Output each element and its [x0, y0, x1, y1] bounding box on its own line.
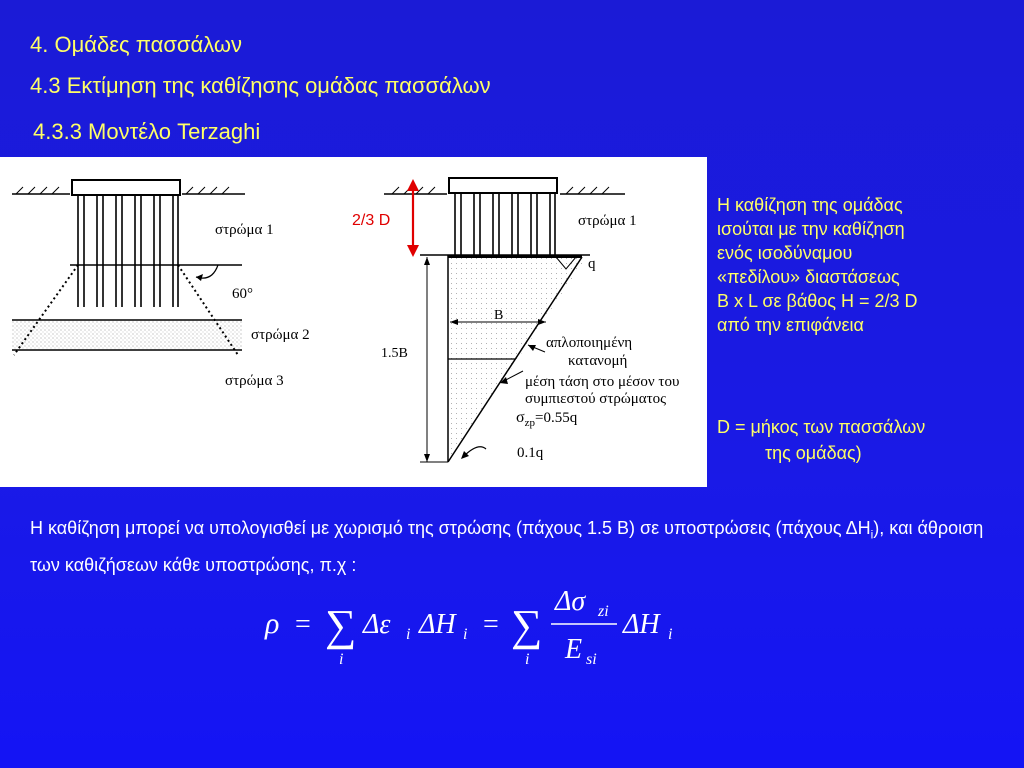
- chapter-title: 4. Ομάδες πασσάλων: [30, 32, 243, 57]
- formula-sum-2: ∑: [511, 601, 543, 650]
- sigma-label: [516, 409, 578, 429]
- right-layer1-label: στρώμα 1: [578, 213, 637, 229]
- sigma-symbol: σ: [516, 409, 525, 426]
- formula-sum-1: ∑: [325, 601, 357, 650]
- depth-label: 1.5B: [381, 346, 408, 361]
- paragraph-text-2: ), και άθροιση των καθιζήσεων κάθε υποστρώσης, π.χ :: [30, 518, 984, 575]
- right-diagram: [352, 178, 679, 462]
- bottom-stress-label: 0.1q: [517, 445, 544, 461]
- paragraph-text-1: Η καθίζηση μπορεί να υπολογισθεί με χωρισμό της στρώσης (πάχους 1.5 B) σε υποστρώσεις (πάχους ΔΗ: [30, 518, 871, 538]
- simplified-label-1: απλοποιημένη: [546, 335, 633, 351]
- formula-si: si: [586, 651, 597, 668]
- formula-delta-h-1: ΔH: [419, 609, 456, 640]
- formula-eps-index: i: [406, 626, 411, 643]
- formula-zi: zi: [598, 603, 609, 620]
- terzaghi-figure: [0, 157, 707, 487]
- side-line: Η καθίζηση της ομάδας: [717, 195, 903, 215]
- formula-h-index-2: i: [668, 626, 673, 643]
- simplified-label-2: κατανομή: [568, 353, 628, 369]
- formula-h-index-1: i: [463, 626, 468, 643]
- formula-sum-index-1: i: [339, 651, 344, 668]
- method-paragraph: [30, 513, 990, 580]
- q-label: q: [588, 256, 596, 272]
- section-title: 4.3 Εκτίμηση της καθίζησης ομάδας πασσάλων: [30, 73, 491, 98]
- terzaghi-diagram: [0, 157, 707, 487]
- formula-svg: [255, 578, 715, 673]
- formula-sum-index-2: i: [525, 651, 530, 668]
- angle-label: 60°: [232, 286, 253, 302]
- sigma-value: =0.55q: [535, 410, 578, 426]
- subsection-title: 4.3.3 Μοντέλο Terzaghi: [33, 119, 261, 144]
- formula-delta-h-2: ΔH: [623, 609, 660, 640]
- left-layer2-label: στρώμα 2: [251, 327, 310, 343]
- side-line: B x L σε βάθος H = 2/3 D: [717, 291, 918, 311]
- side-line: ισούται με την καθίζηση: [717, 219, 905, 239]
- formula-delta-sigma: Δσ: [555, 586, 586, 617]
- side-line: ενός ισοδύναμου: [717, 243, 853, 263]
- formula-rho: ρ: [265, 607, 280, 640]
- stress-label-1: μέση τάση στο μέσον του: [525, 374, 680, 390]
- side-line: από την επιφάνεια: [717, 315, 864, 335]
- side-explanation: [717, 193, 1017, 337]
- left-diagram: [12, 180, 310, 389]
- left-layer3-label: στρώμα 3: [225, 373, 284, 389]
- sigma-subscript: zp: [524, 417, 536, 429]
- definition-line-2: της ομάδας): [765, 443, 862, 463]
- depth-marker-label: 2/3 D: [352, 212, 391, 229]
- formula-e: E: [565, 634, 583, 665]
- definition-note: [717, 414, 1017, 466]
- b-label: B: [494, 308, 504, 323]
- left-layer1-label: στρώμα 1: [215, 222, 274, 238]
- formula-equals-1: =: [295, 609, 311, 640]
- formula-delta-eps: Δε: [363, 609, 391, 640]
- formula-equals-2: =: [483, 609, 499, 640]
- settlement-formula: [255, 578, 715, 673]
- paragraph-subscript: i: [870, 527, 874, 542]
- definition-line-1: D = μήκος των πασσάλων: [717, 417, 926, 437]
- stress-label-2: συμπιεστού στρώματος: [525, 391, 667, 407]
- side-line: «πεδίλου» διαστάσεως: [717, 267, 900, 287]
